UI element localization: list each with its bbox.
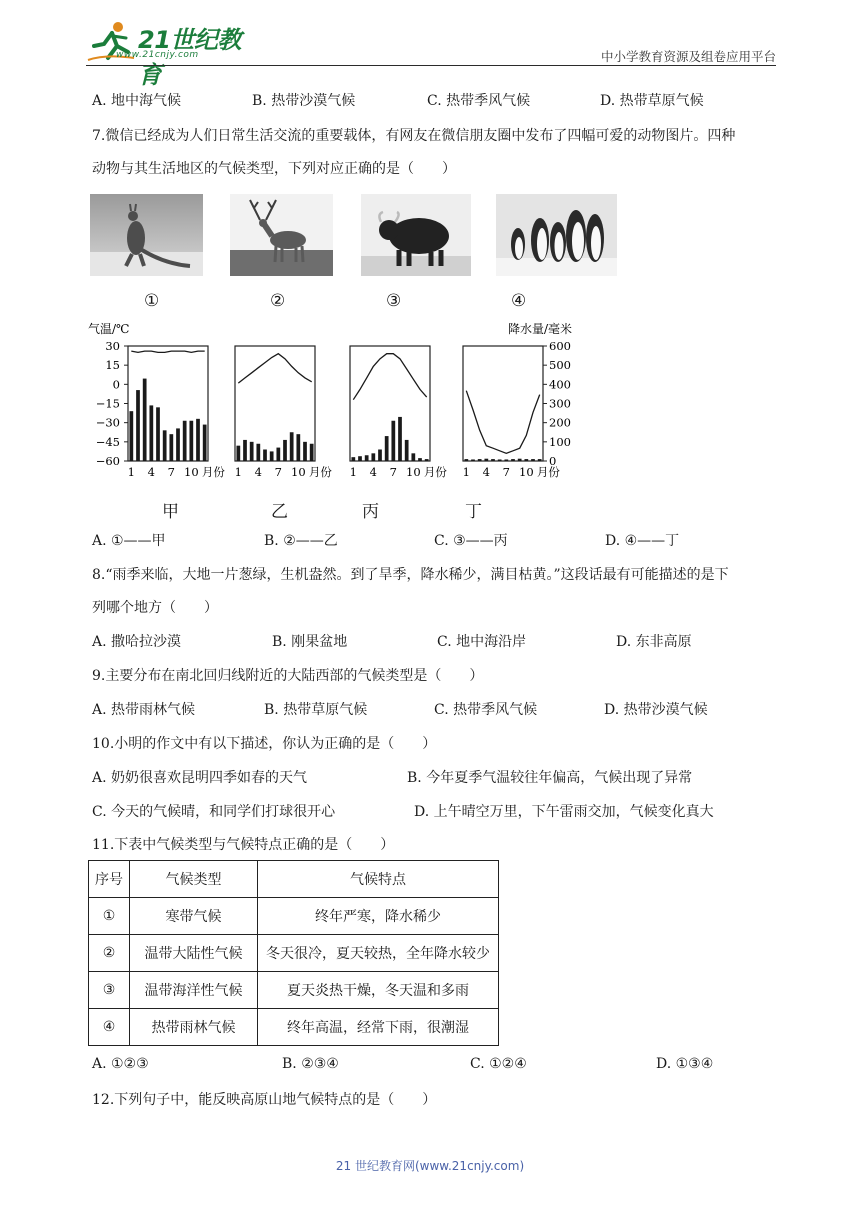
month-tick-label: 1: [349, 465, 357, 479]
month-tick-label: 1: [462, 465, 470, 479]
precipitation-bar: [263, 450, 267, 462]
precipitation-bar: [276, 448, 280, 461]
precipitation-bar: [504, 459, 508, 461]
precipitation-bar: [149, 405, 153, 461]
q10-stem: 10.小明的作文中有以下描述，你认为正确的是（ ）: [92, 736, 437, 752]
precipitation-tick-label: 400: [549, 377, 571, 392]
table-cell: 温带大陆性气候: [130, 935, 258, 972]
table-cell: 夏天炎热干燥，冬天温和多雨: [258, 972, 499, 1009]
q9-option-c: C. 热带季风气候: [434, 702, 538, 718]
precipitation-bar: [189, 421, 193, 461]
chart-frame-甲: [128, 346, 208, 461]
q9-option-d: D. 热带沙漠气候: [604, 702, 708, 718]
q10-option-d: D. 上午晴空万里，下午雷雨交加，气候变化真大: [414, 804, 714, 820]
photo-label-2: ②: [270, 291, 286, 311]
logo-text: 21世纪教育: [138, 26, 241, 89]
q8-option-d: D. 东非高原: [616, 634, 692, 650]
precipitation-bar: [143, 379, 147, 461]
month-tick-label: 7: [502, 465, 510, 479]
precipitation-bar: [531, 459, 535, 461]
precipitation-bar: [203, 425, 207, 461]
precipitation-bar: [371, 453, 375, 461]
table-header-cell: 气候特点: [258, 861, 499, 898]
table-cell: 温带海洋性气候: [130, 972, 258, 1009]
precipitation-bar: [518, 459, 522, 461]
temperature-tick-label: −30: [95, 415, 120, 430]
table-cell: ③: [89, 972, 130, 1009]
q7-option-d: D. ④——丁: [605, 533, 680, 549]
month-tick-label: 7: [389, 465, 397, 479]
q9-option-b: B. 热带草原气候: [264, 702, 368, 718]
precipitation-tick-label: 200: [549, 415, 571, 430]
table-row: [89, 1009, 499, 1046]
table-cell: ②: [89, 935, 130, 972]
table-cell: 寒带气候: [130, 898, 258, 935]
month-tick-label: 4: [369, 465, 377, 479]
q7-option-b: B. ②——乙: [264, 533, 338, 549]
precipitation-tick-label: 0: [549, 454, 557, 468]
month-tick-label: 4: [254, 465, 262, 479]
platform-name: 中小学教育资源及组卷应用平台: [600, 49, 776, 64]
temperature-line: [131, 351, 204, 352]
month-unit-label: 月份: [423, 465, 447, 479]
precipitation-bar: [464, 459, 468, 461]
precipitation-bar: [250, 442, 254, 461]
month-tick-label: 4: [482, 465, 490, 479]
table-cell: 热带雨林气候: [130, 1009, 258, 1046]
q7-stem-line2: 动物与其生活地区的气候类型，下列对应正确的是（ ）: [92, 161, 456, 177]
precipitation-bar: [163, 430, 167, 461]
precipitation-bar: [310, 444, 314, 461]
q6-option-d: D. 热带草原气候: [600, 93, 704, 109]
penguin-photo: [496, 194, 617, 276]
q7-stem-line1: 7.微信已经成为人们日常生活交流的重要载体，有网友在微信朋友圈中发布了四幅可爱的动物图片。四种: [92, 128, 736, 144]
temperature-line: [353, 354, 426, 400]
temperature-tick-label: 0: [112, 377, 120, 392]
q8-option-c: C. 地中海沿岸: [437, 634, 527, 650]
chart-frame-丁: [463, 346, 543, 461]
month-tick-label: 1: [234, 465, 242, 479]
precipitation-bar: [183, 421, 187, 461]
q7-option-c: C. ③——丙: [434, 533, 508, 549]
precipitation-bar: [303, 442, 307, 461]
table-row: [89, 935, 499, 972]
table-cell: 终年高温，经常下雨，很潮湿: [258, 1009, 499, 1046]
climate-charts: [80, 318, 580, 490]
month-unit-label: 月份: [201, 465, 225, 479]
precipitation-bar: [129, 411, 133, 461]
table-cell: ④: [89, 1009, 130, 1046]
q11-option-c: C. ①②④: [470, 1056, 527, 1072]
yak-photo: [361, 194, 471, 276]
q10-option-a: A. 奶奶很喜欢昆明四季如春的天气: [92, 770, 308, 786]
site-logo: [86, 20, 261, 89]
precipitation-bar: [398, 417, 402, 461]
month-tick-label: 7: [167, 465, 175, 479]
table-cell: 终年严寒，降水稀少: [258, 898, 499, 935]
precipitation-bar: [391, 421, 395, 461]
table-cell: 冬天很冷，夏天较热，全年降水较少: [258, 935, 499, 972]
precipitation-bar: [196, 419, 200, 461]
temperature-tick-label: −60: [95, 454, 120, 468]
temperature-line: [238, 354, 311, 383]
temperature-axis-label: 气温/℃: [88, 322, 130, 336]
q6-option-c: C. 热带季风气候: [427, 93, 531, 109]
month-unit-label: 月份: [536, 465, 560, 479]
precipitation-tick-label: 500: [549, 358, 571, 373]
table-header-row: [89, 861, 499, 898]
q8-stem-line1: 8.“雨季来临，大地一片葱绿，生机盎然。到了旱季，降水稀少，满目枯黄。”这段话最有可能描述的是下: [92, 567, 729, 583]
kangaroo-photo: [90, 194, 203, 276]
precipitation-bar: [270, 451, 274, 461]
chart-name-bing: 丙: [362, 502, 379, 522]
photo-label-1: ①: [144, 291, 160, 311]
precipitation-tick-label: 600: [549, 339, 571, 353]
precipitation-bar: [283, 440, 287, 461]
month-tick-label: 7: [274, 465, 282, 479]
precipitation-bar: [365, 455, 369, 461]
q6-option-a: A. 地中海气候: [92, 93, 182, 109]
q7-option-a: A. ①——甲: [92, 533, 166, 549]
chart-frame-乙: [235, 346, 315, 461]
precipitation-bar: [351, 457, 355, 461]
precipitation-bar: [411, 453, 415, 461]
month-tick-label: 1: [127, 465, 135, 479]
month-tick-label: 10: [184, 465, 199, 479]
photo-label-3: ③: [386, 291, 402, 311]
q9-stem: 9.主要分布在南北回归线附近的大陆西部的气候类型是（ ）: [92, 668, 484, 684]
precipitation-bar: [136, 390, 140, 461]
temperature-line: [466, 391, 539, 454]
precipitation-bar: [358, 456, 362, 461]
q10-option-b: B. 今年夏季气温较往年偏高，气候出现了异常: [407, 770, 693, 786]
precipitation-bar: [236, 446, 240, 461]
precipitation-tick-label: 100: [549, 434, 571, 449]
month-tick-label: 10: [519, 465, 534, 479]
precipitation-bar: [290, 432, 294, 461]
precipitation-bar: [176, 428, 180, 461]
precipitation-bar: [425, 459, 429, 461]
precipitation-bar: [385, 436, 389, 461]
temperature-tick-label: 30: [105, 339, 120, 353]
chart-frame-丙: [350, 346, 430, 461]
logo-url: www.21cnjy.com: [116, 50, 199, 60]
q8-option-a: A. 撒哈拉沙漠: [92, 634, 182, 650]
q11-stem: 11.下表中气候类型与气候特点正确的是（ ）: [92, 837, 395, 853]
precipitation-bar: [243, 440, 247, 461]
precipitation-bar: [471, 459, 475, 461]
table-header-cell: 气候类型: [130, 861, 258, 898]
climate-table: [88, 860, 499, 1046]
precipitation-bar: [256, 444, 260, 461]
temperature-tick-label: −45: [95, 434, 120, 449]
temperature-tick-label: −15: [95, 396, 120, 411]
temperature-tick-label: 15: [105, 358, 120, 373]
page-footer: 21 世纪教育网(www.21cnjy.com): [335, 1159, 525, 1173]
precipitation-bar: [524, 459, 528, 461]
month-tick-label: 4: [147, 465, 155, 479]
q8-option-b: B. 刚果盆地: [272, 634, 348, 650]
q11-option-a: A. ①②③: [92, 1056, 149, 1072]
month-tick-label: 10: [406, 465, 421, 479]
precipitation-bar: [378, 450, 382, 462]
month-unit-label: 月份: [308, 465, 332, 479]
precipitation-bar: [491, 459, 495, 461]
precipitation-bar: [511, 459, 515, 461]
precipitation-bar: [418, 458, 422, 461]
month-tick-label: 10: [291, 465, 306, 479]
table-header-cell: 序号: [89, 861, 130, 898]
precipitation-bar: [405, 440, 409, 461]
q11-option-b: B. ②③④: [282, 1056, 339, 1072]
chart-name-jia: 甲: [162, 502, 179, 522]
precipitation-bar: [296, 434, 300, 461]
table-row: [89, 972, 499, 1009]
q11-option-d: D. ①③④: [656, 1056, 714, 1072]
table-cell: ①: [89, 898, 130, 935]
precipitation-bar: [169, 434, 173, 461]
q10-option-c: C. 今天的气候晴，和同学们打球很开心: [92, 804, 336, 820]
table-row: [89, 898, 499, 935]
reindeer-photo: [230, 194, 333, 276]
chart-name-yi: 乙: [271, 502, 288, 522]
precipitation-bar: [498, 459, 502, 461]
photo-label-4: ④: [511, 291, 527, 311]
precipitation-bar: [484, 459, 488, 461]
precipitation-bar: [478, 459, 482, 461]
header-divider: [86, 65, 776, 66]
precipitation-tick-label: 300: [549, 396, 571, 411]
q12-stem: 12.下列句子中，能反映高原山地气候特点的是（ ）: [92, 1092, 437, 1108]
q6-option-b: B. 热带沙漠气候: [252, 93, 356, 109]
precipitation-bar: [156, 407, 160, 461]
precipitation-axis-label: 降水量/毫米: [508, 322, 573, 336]
q9-option-a: A. 热带雨林气候: [92, 702, 196, 718]
q8-stem-line2: 列哪个地方（ ）: [92, 600, 218, 616]
chart-name-ding: 丁: [465, 502, 482, 522]
precipitation-bar: [538, 459, 542, 461]
